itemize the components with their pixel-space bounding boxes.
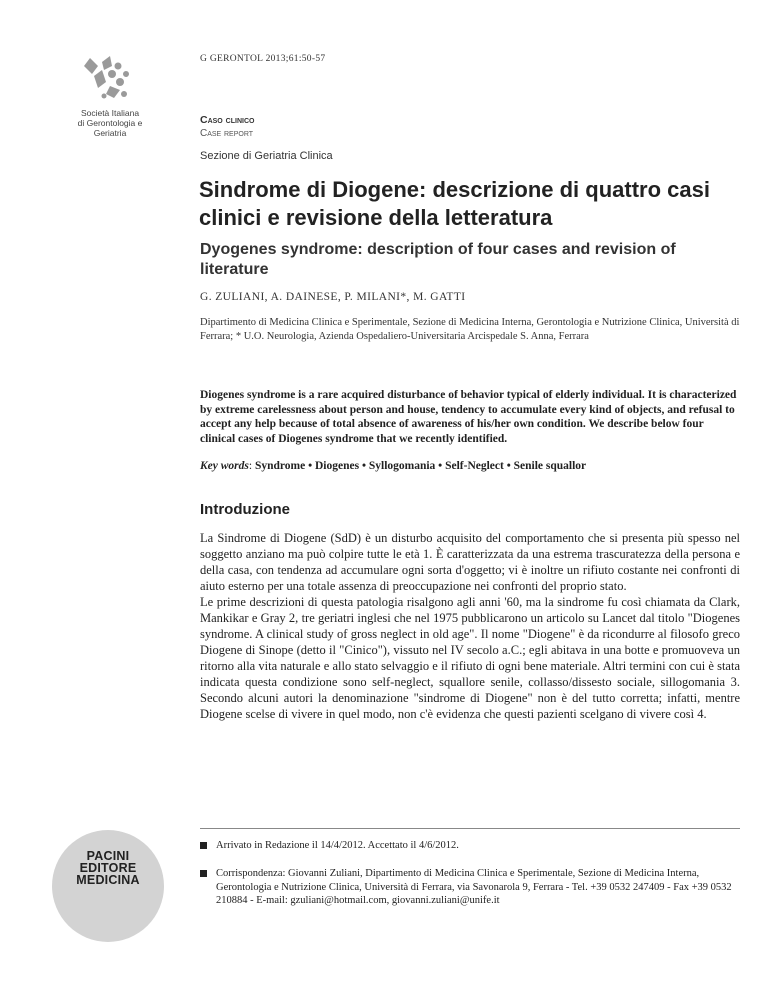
bullet-square-icon bbox=[200, 870, 207, 877]
publisher-line: EDITORE bbox=[79, 861, 137, 875]
affiliation: Dipartimento di Medicina Clinica e Sperimentale, Sezione di Medicina Interna, Gerontologia e Nutrizione Clinica, Università di Ferrara; * U.O. Neurologia, Azienda Ospedaliero-Universitaria Arcispedale S. Anna, Ferrara bbox=[200, 317, 740, 342]
article-type-english: Case report bbox=[200, 128, 254, 139]
society-name bbox=[60, 108, 160, 138]
keywords-list: Syndrome • Diogenes • Syllogomania • Self-Neglect • Senile squallor bbox=[254, 460, 587, 472]
footnote-correspondence-text: Corrispondenza: Giovanni Zuliani, Dipartimento di Medicina Clinica e Sperimentale, Sezione di Medicina Interna, Gerontologia e Nutrizione Clinica, Università di Ferrara, via Savonarola 9, Ferrara - Tel. +39 0532 247409 - Fax +39 0532 210884 - E-mail: gzuliani@hotmail.com, giovanni.zuliani@unife.it bbox=[216, 868, 732, 906]
publisher-line: MEDICINA bbox=[76, 873, 140, 887]
keywords: Key words: Syndrome • Diogenes • Syllogomania • Self-Neglect • Senile squallor bbox=[200, 460, 587, 472]
society-logo bbox=[60, 52, 160, 138]
society-line: di Gerontologia e bbox=[77, 118, 143, 128]
article-type-italian: Caso clinico bbox=[200, 114, 255, 126]
publisher-line: PACINI bbox=[86, 849, 130, 863]
section-label: Sezione di Geriatria Clinica bbox=[200, 150, 333, 162]
publisher-logo bbox=[52, 830, 164, 942]
publisher-name bbox=[52, 850, 164, 886]
society-line: Geriatria bbox=[93, 128, 127, 138]
journal-reference: G GERONTOL 2013;61:50-57 bbox=[200, 54, 326, 64]
society-line: Società Italiana bbox=[80, 108, 140, 118]
article-subtitle: Dyogenes syndrome: description of four cases and revision of literature bbox=[200, 241, 676, 278]
authors: G. ZULIANI, A. DAINESE, P. MILANI*, M. GATTI bbox=[200, 291, 466, 303]
society-logo-icon bbox=[80, 52, 140, 102]
bullet-square-icon bbox=[200, 842, 207, 849]
footnote-divider bbox=[200, 828, 740, 829]
body-paragraph: La Sindrome di Diogene (SdD) è un disturbo acquisito del comportamento che si presenta più spesso nel soggetto anziano ma può colpire tutte le età 1. È caratterizzata da una estrema trascuratezza della persona e della casa, con tendenza ad accumulare ogni sorta d'oggetto; vi è inoltre un rifiuto costante nei confronti di aiuto esterno per una totale assenza di preoccupazione nei confronti del proprio stato. bbox=[200, 531, 740, 593]
article-type bbox=[200, 113, 254, 141]
footnote-received-text: Arrivato in Redazione il 14/4/2012. Accettato il 4/6/2012. bbox=[216, 840, 459, 851]
body-paragraph: Le prime descrizioni di questa patologia risalgono agli anni '60, ma la sindrome fu così chiamata da Clark, Mankikar e Gray 2, tre geriatri inglesi che nel 1975 pubblicarono un articolo su Lancet dal titolo "Diogenes syndrome. A clinical study of gross neglect in old age". Il nome "Diogene" è da ricondurre al filosofo greco Diogene di Sinope (detto il "Cinico"), vissuto nel IV secolo a.C.; egli abitava in una botte e promuoveva un ritorno alla vita naturale e allo stato selvaggio e il rifiuto di ogni bene materiale. Altri termini con cui è stata indicata questa condizione sono self-neglect, squallore senile, collasso/dissesto sociale, sillogomania 3. Secondo alcuni autori la denominazione "sindrome di Diogene" non è del tutto corretta; infatti, mentre Diogene scelse di vivere in quel modo, non c'è evidenza che questi pazienti scelgano di vivere così 4. bbox=[200, 595, 740, 721]
keywords-label: Key words bbox=[200, 460, 249, 472]
section-heading-introduzione: Introduzione bbox=[200, 501, 290, 518]
left-margin-column bbox=[0, 0, 165, 994]
article-title: Sindrome di Diogene: descrizione di quattro casi clinici e revisione della letteratura bbox=[199, 177, 710, 230]
abstract: Diogenes syndrome is a rare acquired disturbance of behavior typical of elderly individual. It is characterized by extreme carelessness about person and house, tendency to accumulate every kind of objects, and refusal to accept any help because of total absence of awareness of his/her own condition. We describe below four clinical cases of Diogenes syndrome that we recently identified. bbox=[200, 389, 737, 445]
footnote-correspondence bbox=[200, 867, 740, 908]
body-text bbox=[200, 530, 740, 722]
footnote-received bbox=[200, 839, 740, 853]
